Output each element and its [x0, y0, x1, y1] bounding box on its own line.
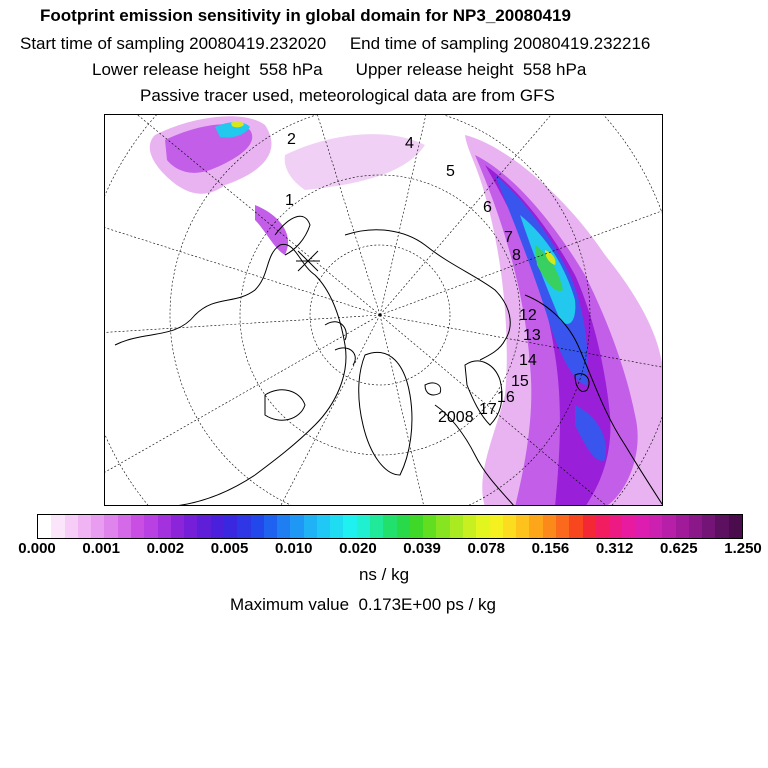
- title-line-3: Lower release height 558 hPa Upper release height 558 hPa: [92, 60, 587, 79]
- coast-siberia: [345, 230, 510, 360]
- colorbar-cell: [197, 515, 210, 538]
- colorbar-cell: [131, 515, 144, 538]
- colorbar-tick-label: 0.020: [339, 540, 377, 557]
- footprint-map: [104, 114, 663, 506]
- colorbar-cell: [237, 515, 250, 538]
- colorbar-tick-label: 0.078: [467, 540, 506, 557]
- colorbar-cell: [171, 515, 184, 538]
- coast-iceland: [425, 383, 441, 395]
- colorbar-cell: [317, 515, 330, 538]
- colorbar-cell: [543, 515, 556, 538]
- colorbar-cell: [65, 515, 78, 538]
- colorbar-tick-label: 0.002: [146, 540, 185, 557]
- title-line-1: Footprint emission sensitivity in global domain for NP3_20080419: [40, 6, 571, 25]
- colorbar-cell: [91, 515, 104, 538]
- colorbar-tick-label: 0.625: [660, 540, 698, 557]
- colorbar-cell: [583, 515, 596, 538]
- map-svg: [105, 115, 663, 506]
- colorbar-cell: [702, 515, 715, 538]
- colorbar-cell: [357, 515, 370, 538]
- colorbar-cell: [490, 515, 503, 538]
- colorbar-tick-label: 0.005: [210, 540, 249, 557]
- traj-label-1: 1: [285, 192, 294, 209]
- colorbar-tick-label: 0.001: [82, 540, 120, 557]
- plume-north-light: [285, 134, 425, 190]
- colorbar-cell: [609, 515, 622, 538]
- colorbar-tick-label: 1.250: [724, 540, 762, 557]
- colorbar-tick-label: 0.010: [274, 540, 313, 557]
- colorbar-cell: [596, 515, 609, 538]
- colorbar-cell: [330, 515, 343, 538]
- colorbar-cell: [436, 515, 449, 538]
- colorbar-cell: [662, 515, 675, 538]
- colorbar-cell: [689, 515, 702, 538]
- colorbar-cell: [158, 515, 171, 538]
- traj-label-16: 16: [497, 389, 515, 406]
- traj-label-4: 4: [405, 135, 414, 152]
- colorbar-cell: [397, 515, 410, 538]
- maximum-value-text: Maximum value 0.173E+00 ps / kg: [230, 595, 496, 614]
- colorbar-cell: [78, 515, 91, 538]
- coast-hudson-bay: [265, 390, 305, 420]
- colorbar-cell: [251, 515, 264, 538]
- colorbar-cell: [264, 515, 277, 538]
- colorbar-cell: [676, 515, 689, 538]
- colorbar-cell: [410, 515, 423, 538]
- colorbar-cell: [729, 515, 742, 538]
- traj-label-14: 14: [519, 352, 537, 369]
- colorbar-cell: [38, 515, 51, 538]
- colorbar-cell: [569, 515, 582, 538]
- colorbar-cell: [184, 515, 197, 538]
- colorbar-cell: [450, 515, 463, 538]
- colorbar-cell: [636, 515, 649, 538]
- colorbar-tick-label: 0.039: [403, 540, 441, 557]
- colorbar-cell: [649, 515, 662, 538]
- colorbar-cell: [715, 515, 728, 538]
- colorbar-tick-label: 0.156: [531, 540, 570, 557]
- colorbar-cell: [463, 515, 476, 538]
- colorbar-cell: [343, 515, 356, 538]
- coast-greenland: [359, 352, 412, 475]
- traj-label-13: 13: [523, 327, 541, 344]
- emission-plume: [150, 116, 663, 506]
- colorbar-cell: [370, 515, 383, 538]
- colorbar-cell: [556, 515, 569, 538]
- traj-label-2008: 2008: [438, 409, 474, 426]
- colorbar-tick-label: 0.312: [595, 540, 634, 557]
- traj-label-6: 6: [483, 199, 492, 216]
- colorbar-cell: [503, 515, 516, 538]
- traj-label-15: 15: [511, 373, 529, 390]
- traj-label-7: 7: [504, 229, 513, 246]
- colorbar-cell: [304, 515, 317, 538]
- plume-west-tail: [255, 205, 288, 255]
- traj-label-12: 12: [519, 307, 537, 324]
- colorbar-cell: [277, 515, 290, 538]
- colorbar-cell: [383, 515, 396, 538]
- colorbar-unit: ns / kg: [358, 565, 410, 584]
- colorbar-cell: [423, 515, 436, 538]
- title-line-2: Start time of sampling 20080419.232020 End time of sampling 20080419.232216: [20, 34, 651, 53]
- colorbar-cell: [290, 515, 303, 538]
- colorbar-cell: [516, 515, 529, 538]
- colorbar-cell: [529, 515, 542, 538]
- coast-north-america: [115, 244, 346, 506]
- colorbar-cell: [476, 515, 489, 538]
- title-line-4: Passive tracer used, meteorological data are from GFS: [140, 86, 555, 105]
- traj-label-17: 17: [479, 401, 497, 418]
- colorbar-cell: [211, 515, 224, 538]
- traj-label-5: 5: [446, 163, 455, 180]
- coast-arctic-islands: [325, 322, 355, 365]
- colorbar: [37, 514, 743, 539]
- colorbar-tick-label: 0.000: [18, 540, 56, 557]
- colorbar-cell: [118, 515, 131, 538]
- traj-label-2: 2: [287, 131, 296, 148]
- colorbar-cell: [51, 515, 64, 538]
- colorbar-cell: [224, 515, 237, 538]
- colorbar-cell: [104, 515, 117, 538]
- colorbar-cell: [622, 515, 635, 538]
- traj-label-8: 8: [512, 247, 521, 264]
- colorbar-cell: [144, 515, 157, 538]
